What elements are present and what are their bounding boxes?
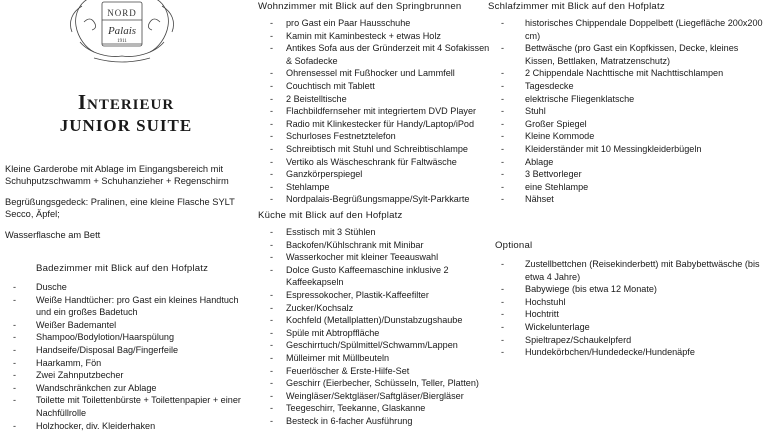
list-item: - Weiße Handtücher: pro Gast ein kleines Handtuch und ein großes Badetuch xyxy=(36,294,250,319)
bathroom-list xyxy=(36,281,250,432)
intro-water: Wasserflasche am Bett xyxy=(5,230,101,240)
list-item: - Dusche xyxy=(36,281,250,294)
list-item: - Zustellbettchen (Reisekinderbett) mit Babybettwäsche (bis etwa 4 Jahre) xyxy=(525,258,765,283)
list-item: - Spüle mit Abtropffläche xyxy=(286,327,491,340)
title-line-1 xyxy=(0,92,252,114)
list-item: - Besteck in 6-facher Ausführung xyxy=(286,415,491,428)
list-item: - Flachbildfernseher mit integriertem DVD Player xyxy=(286,105,491,118)
list-item: - Weißer Bademantel xyxy=(36,319,250,332)
intro-welcome-gift: Begrüßungsgedeck: Pralinen, eine kleine Flasche SYLT Secco, Äpfel; xyxy=(5,197,235,219)
logo-text-nord: NORD xyxy=(107,8,137,18)
list-item: - Großer Spiegel xyxy=(525,118,765,131)
list-item: - Zwei Zahnputzbecher xyxy=(36,369,250,382)
list-item: - Babywiege (bis etwa 12 Monate) xyxy=(525,283,765,296)
list-item: - 2 Beistelltische xyxy=(286,93,491,106)
list-item: - Handseife/Disposal Bag/Fingerfeile xyxy=(36,344,250,357)
list-item: - eine Stehlampe xyxy=(525,181,765,194)
list-item: - Hundekörbchen/Hundedecke/Hundenäpfe xyxy=(525,346,765,359)
title-line-1-text: Interieur xyxy=(77,90,175,114)
list-item: - Teegeschirr, Teekanne, Glaskanne xyxy=(286,402,491,415)
list-item: - elektrische Fliegenklatsche xyxy=(525,93,765,106)
title-line-2 xyxy=(0,116,252,136)
list-item: - Haarkamm, Fön xyxy=(36,357,250,370)
list-item: - 2 Chippendale Nachttische mit Nachttischlampen xyxy=(525,67,765,80)
list-item: - Stehlampe xyxy=(286,181,491,194)
list-item: - Hochstuhl xyxy=(525,296,765,309)
list-item: - Dolce Gusto Kaffeemaschine inklusive 2 Kaffeekapseln xyxy=(286,264,491,289)
logo-text-palais: Palais xyxy=(107,25,137,37)
list-item: - Ablage xyxy=(525,156,765,169)
list-item: - Feuerlöscher & Erste-Hilfe-Set xyxy=(286,365,491,378)
kitchen-heading: Küche mit Blick auf den Hofplatz xyxy=(258,210,403,221)
list-item: - Shampoo/Bodylotion/Haarspülung xyxy=(36,331,250,344)
bathroom-heading: Badezimmer mit Blick auf den Hofplatz xyxy=(36,263,209,274)
list-item: - Mülleimer mit Müllbeuteln xyxy=(286,352,491,365)
list-item: - Wandschränkchen zur Ablage xyxy=(36,382,250,395)
logo-text-year: 1911 xyxy=(117,39,127,44)
bedroom-list xyxy=(525,17,765,206)
list-item: - Nähset xyxy=(525,193,765,206)
list-item: - Wasserkocher mit kleiner Teeauswahl xyxy=(286,251,491,264)
list-item: - Wickelunterlage xyxy=(525,321,765,334)
list-item: - Ohrensessel mit Fußhocker und Lammfell xyxy=(286,67,491,80)
list-item: - Vertiko als Wäscheschrank für Faltwäsche xyxy=(286,156,491,169)
list-item: - Espressokocher, Plastik-Kaffeefilter xyxy=(286,289,491,302)
living-list xyxy=(286,17,491,206)
list-item: - historisches Chippendale Doppelbett (Liegefläche 200x200 cm) xyxy=(525,17,765,42)
list-item: - Bettwäsche (pro Gast ein Kopfkissen, Decke, kleines Kissen, Bettlaken, Matratzenschutz) xyxy=(525,42,765,67)
intro-garderobe: Kleine Garderobe mit Ablage im Eingangsbereich mit Schuhputzschwamm + Schuhanzieher + Regenschirm xyxy=(5,164,229,186)
kitchen-list xyxy=(286,226,491,428)
list-item: - Zucker/Kochsalz xyxy=(286,302,491,315)
list-item: - Kleine Kommode xyxy=(525,130,765,143)
list-item: - Esstisch mit 3 Stühlen xyxy=(286,226,491,239)
list-item: - Kleiderständer mit 10 Messingkleiderbügeln xyxy=(525,143,765,156)
list-item: - Radio mit Klinkestecker für Handy/Laptop/iPod xyxy=(286,118,491,131)
list-item: - Geschirr (Eierbecher, Schüsseln, Teller, Platten) xyxy=(286,377,491,390)
list-item: - Kochfeld (Metallplatten)/Dunstabzugshaube xyxy=(286,314,491,327)
list-item: - Schurloses Festnetztelefon xyxy=(286,130,491,143)
list-item: - Tagesdecke xyxy=(525,80,765,93)
list-item: - Spieltrapez/Schaukelpferd xyxy=(525,334,765,347)
nord-palais-logo xyxy=(60,0,184,64)
living-heading: Wohnzimmer mit Blick auf den Springbrunnen xyxy=(258,1,462,12)
optional-heading: Optional xyxy=(495,240,533,251)
list-item: - Geschirrtuch/Spülmittel/Schwamm/Lappen xyxy=(286,339,491,352)
list-item: - Toilette mit Toilettenbürste + Toilettenpapier + einer Nachfüllrolle xyxy=(36,394,250,419)
optional-list xyxy=(525,258,765,359)
title-line-2-text: JUNIOR SUITE xyxy=(59,116,193,135)
list-item: - Hochtritt xyxy=(525,308,765,321)
list-item: - pro Gast ein Paar Hausschuhe xyxy=(286,17,491,30)
list-item: - Antikes Sofa aus der Gründerzeit mit 4 Sofakissen & Sofadecke xyxy=(286,42,491,67)
list-item: - Backofen/Kühlschrank mit Minibar xyxy=(286,239,491,252)
list-item: - Ganzkörperspiegel xyxy=(286,168,491,181)
bedroom-heading: Schlafzimmer mit Blick auf den Hofplatz xyxy=(488,1,665,12)
list-item: - 3 Bettvorleger xyxy=(525,168,765,181)
list-item: - Holzhocker, div. Kleiderhaken xyxy=(36,420,250,432)
list-item: - Schreibtisch mit Stuhl und Schreibtischlampe xyxy=(286,143,491,156)
list-item: - Weingläser/Sektgläser/Saftgläser/Biergläser xyxy=(286,390,491,403)
list-item: - Kamin mit Kaminbesteck + etwas Holz xyxy=(286,30,491,43)
list-item: - Nordpalais-Begrüßungsmappe/Sylt-Parkkarte xyxy=(286,193,491,206)
list-item: - Couchtisch mit Tablett xyxy=(286,80,491,93)
list-item: - Stuhl xyxy=(525,105,765,118)
